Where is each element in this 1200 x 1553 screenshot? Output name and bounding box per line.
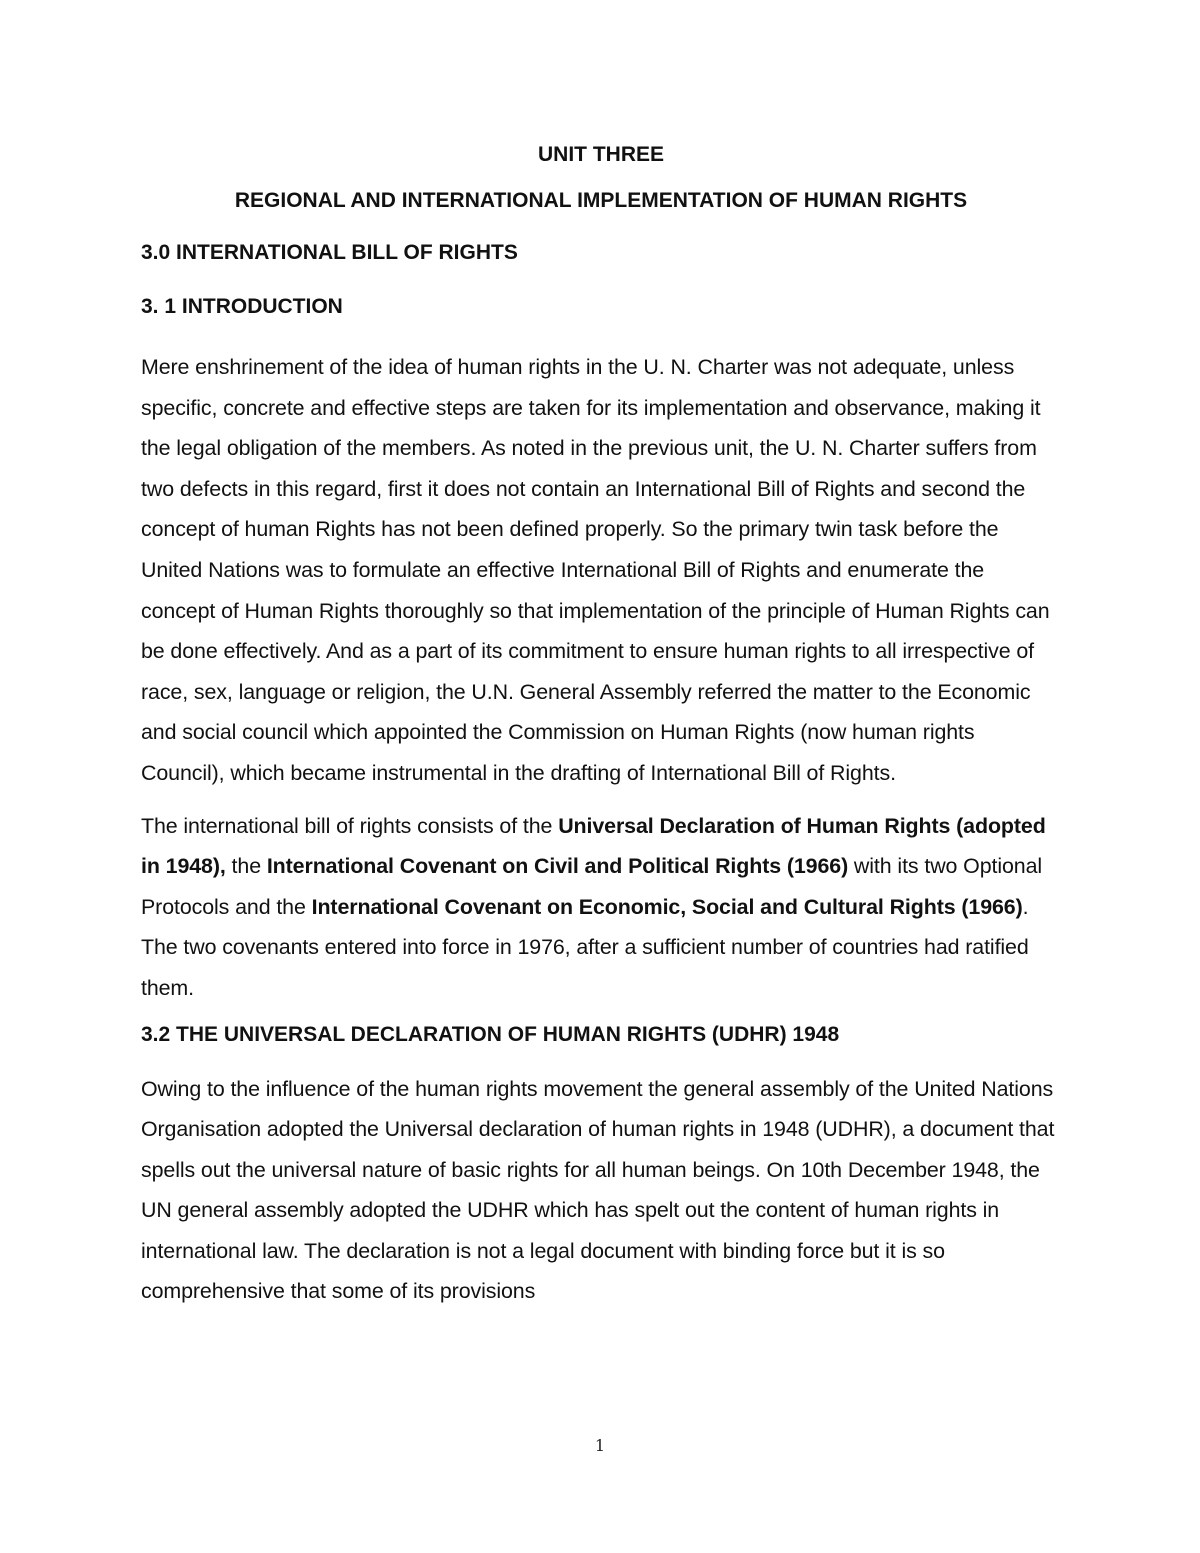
bill-text-3: with its two Optional Protocols and the [141, 854, 1043, 919]
heading-3-1: 3. 1 INTRODUCTION [141, 295, 343, 318]
bill-of-rights-paragraph [141, 806, 1061, 1009]
heading-3-2: 3.2 THE UNIVERSAL DECLARATION OF HUMAN RIGHTS (UDHR) 1948 [141, 1022, 840, 1046]
bill-text-1: The international bill of rights consists of the [141, 813, 559, 838]
bill-text-2: the [225, 854, 267, 879]
udhr-bold: Universal Declaration of Human Rights (adopted in 1948), [141, 813, 1046, 879]
iccpr-bold: International Covenant on Civil and Political Rights (1966) [266, 854, 849, 879]
icescr-bold: International Covenant on Economic, Social and Cultural Rights (1966) [311, 894, 1023, 919]
section-title: REGIONAL AND INTERNATIONAL IMPLEMENTATION OF HUMAN RIGHTS [234, 189, 968, 212]
unit-title: UNIT THREE [538, 143, 664, 166]
udhr-paragraph: Owing to the influence of the human rights movement the general assembly of the United Nations Organisation adopted the Universal declaration of human rights in 1948 (UDHR), a document that spells out the universal nature of basic rights for all human beings. On 10th December 1948, the UN general assembly adopted the UDHR which has spelt out the content of human rights in international law. The declaration is not a legal document with binding force but it is so comprehensive that some of its provisions [141, 1076, 1055, 1304]
page-number: 1 [594, 1436, 606, 1455]
bill-text-4: . The two covenants entered into force in 1976, after a sufficient number of countries had ratified them. [141, 894, 1029, 1000]
page-content [141, 141, 1061, 1324]
intro-paragraph: Mere enshrinement of the idea of human rights in the U. N. Charter was not adequate, unless specific, concrete and effective steps are taken for its implementation and observance, making it the legal obligation of the members. As noted in the previous unit, the U. N. Charter suffers from two defects in this regard, first it does not contain an International Bill of Rights and second the concept of human Rights has not been defined properly. So the primary twin task before the United Nations was to formulate an effective International Bill of Rights and enumerate the concept of Human Rights thoroughly so that implementation of the principle of Human Rights can be done effectively. And as a part of its commitment to ensure human rights to all irrespective of race, sex, language or religion, the U.N. General Assembly referred the matter to the Economic and social council which appointed the Commission on Human Rights (now human rights Council), which became instrumental in the drafting of International Bill of Rights. [141, 355, 1050, 785]
heading-3-0: 3.0 INTERNATIONAL BILL OF RIGHTS [141, 241, 518, 264]
